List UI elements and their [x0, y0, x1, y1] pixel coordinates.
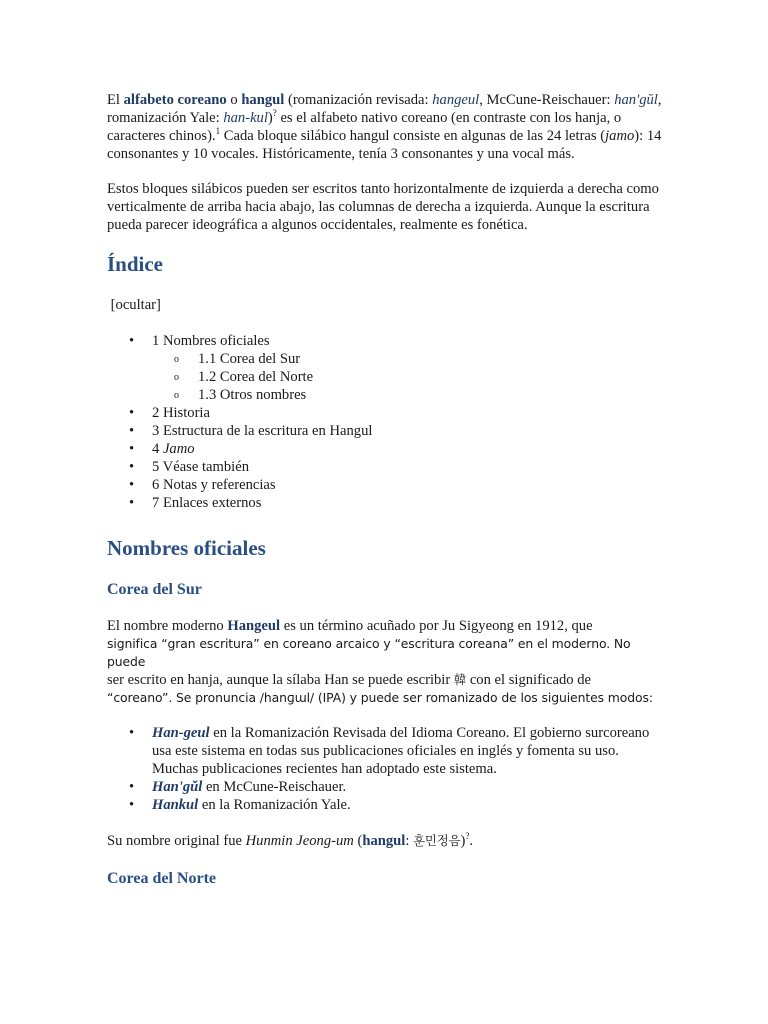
- toc-item[interactable]: [107, 458, 667, 476]
- article-body: [107, 91, 667, 906]
- toc-item[interactable]: [107, 422, 667, 440]
- text-run: ): 14 consonantes y 10 vocales. Históricamente, tenía 3 consonantes y una vocal más.: [107, 128, 662, 162]
- original-name-paragraph: [107, 832, 667, 850]
- toc-item[interactable]: [107, 440, 667, 458]
- toc-item-label[interactable]: Jamo: [162, 441, 195, 457]
- toc-item[interactable]: [107, 332, 667, 404]
- toc-item-label[interactable]: 6 Notas y referencias: [152, 477, 276, 493]
- text-run: .: [469, 833, 474, 849]
- text-run: , McCune-Reischauer:: [479, 92, 615, 108]
- toc-subitem-label[interactable]: 1.1 Corea del Sur: [198, 351, 301, 367]
- link-han-kul[interactable]: han-kul: [223, 110, 268, 126]
- toc-hide-label[interactable]: [ocultar]: [110, 297, 161, 313]
- toc-hide-toggle[interactable]: [107, 296, 667, 314]
- term-alfabeto-coreano: alfabeto coreano: [123, 92, 227, 108]
- toc-item[interactable]: [107, 476, 667, 494]
- toc-subitem[interactable]: [152, 350, 667, 368]
- toc-item-label[interactable]: 5 Véase también: [152, 459, 249, 475]
- text-run: ): [267, 110, 273, 126]
- toc-subitem-label[interactable]: 1.2 Corea del Norte: [198, 369, 314, 385]
- link-hangul-mr[interactable]: han'gŭl: [614, 92, 658, 108]
- romanization-list: [107, 724, 667, 814]
- toc-subitem[interactable]: [152, 386, 667, 404]
- intro-paragraph-1: [107, 91, 667, 163]
- section-title: Nombres oficiales: [107, 536, 266, 560]
- footnote-ref[interactable]: 1: [215, 126, 221, 137]
- list-item: [107, 778, 667, 796]
- toc-item-label[interactable]: 1 Nombres oficiales: [152, 333, 270, 349]
- pronunciation-marker[interactable]: ?: [465, 831, 470, 842]
- toc-item-label[interactable]: 7 Enlaces externos: [152, 495, 262, 511]
- hanja-han: 韓: [453, 672, 467, 687]
- term-hangul: hangul: [362, 833, 406, 849]
- list-item-text: en McCune-Reischauer.: [202, 779, 347, 795]
- south-paragraph: [107, 617, 667, 707]
- text-run: ser escrito en hanja, aunque la sílaba Han se puede escribir: [107, 672, 454, 688]
- korean-script: 훈민정음: [413, 833, 461, 848]
- link-hangeul[interactable]: hangeul: [432, 92, 480, 108]
- text-run: , romanización Yale:: [107, 92, 662, 126]
- toc-item-label[interactable]: 2 Historia: [152, 405, 210, 421]
- text-run: El: [107, 92, 124, 108]
- toc-sublist: [152, 350, 667, 404]
- term-hunmin-jeong-um: Hunmin Jeong-um: [245, 833, 354, 849]
- list-item-text: en la Romanización Yale.: [198, 797, 351, 813]
- term-hangul: hangul: [241, 92, 285, 108]
- list-item-text: en la Romanización Revisada del Idioma Coreano. El gobierno surcoreano usa este sistema en todas sus publicaciones oficiales en inglés y fomenta su uso. Muchas publicaciones recientes han adoptado este sistema.: [152, 725, 650, 777]
- toc-subitem-label[interactable]: 1.3 Otros nombres: [198, 387, 307, 403]
- subsection-title-south: Corea del Sur: [107, 581, 202, 598]
- romanization-term[interactable]: Han-geul: [152, 725, 210, 741]
- text-run: Cada bloque silábico hangul consiste en algunas de las 24 letras (: [220, 128, 606, 144]
- text-run: significa “gran escritura” en coreano arcaico y “escritura coreana” en el moderno. No puede: [107, 636, 631, 669]
- romanization-term[interactable]: Hankul: [152, 797, 199, 813]
- list-item: [107, 796, 667, 814]
- romanization-term[interactable]: Han'gŭl: [152, 779, 203, 795]
- toc-item[interactable]: [107, 494, 667, 512]
- term-hangeul: Hangeul: [227, 618, 281, 634]
- text-run: es el alfabeto nativo coreano (en contraste con los hanja, o caracteres chinos).: [107, 110, 622, 144]
- toc-subitem[interactable]: [152, 368, 667, 386]
- text-run: (: [353, 833, 363, 849]
- text-run: ): [460, 833, 466, 849]
- text-run: “coreano”. Se pronuncia /hanɡɯl/ (IPA) y puede ser romanizado de los siguientes modos:: [107, 690, 653, 705]
- list-item: [107, 724, 667, 778]
- text-run: es un término acuñado por Ju Sigyeong en 1912, que: [280, 618, 593, 634]
- subsection-title-north: Corea del Norte: [107, 870, 216, 887]
- toc-item[interactable]: [107, 404, 667, 422]
- text-run: El nombre moderno: [107, 618, 228, 634]
- intro-paragraph-2: Estos bloques silábicos pueden ser escritos tanto horizontalmente de izquierda a derecha como verticalmente de arriba hacia abajo, las columnas de derecha a izquierda. Aunque la escritura pueda parecer ideográfica a algunos occidentales, realmente es fonética.: [107, 181, 659, 233]
- toc-title: Índice: [107, 252, 164, 276]
- pronunciation-marker[interactable]: ?: [272, 108, 277, 119]
- text-run: con el significado de: [466, 672, 591, 688]
- toc-list: [107, 332, 667, 512]
- toc-item-label[interactable]: 3 Estructura de la escritura en Hangul: [152, 423, 373, 439]
- text-run: :: [405, 833, 414, 849]
- text-run: o: [226, 92, 242, 108]
- text-run: (romanización revisada:: [284, 92, 433, 108]
- text-run: Su nombre original fue: [107, 833, 246, 849]
- toc-item-number[interactable]: 4: [152, 441, 163, 457]
- term-jamo: jamo: [605, 128, 635, 144]
